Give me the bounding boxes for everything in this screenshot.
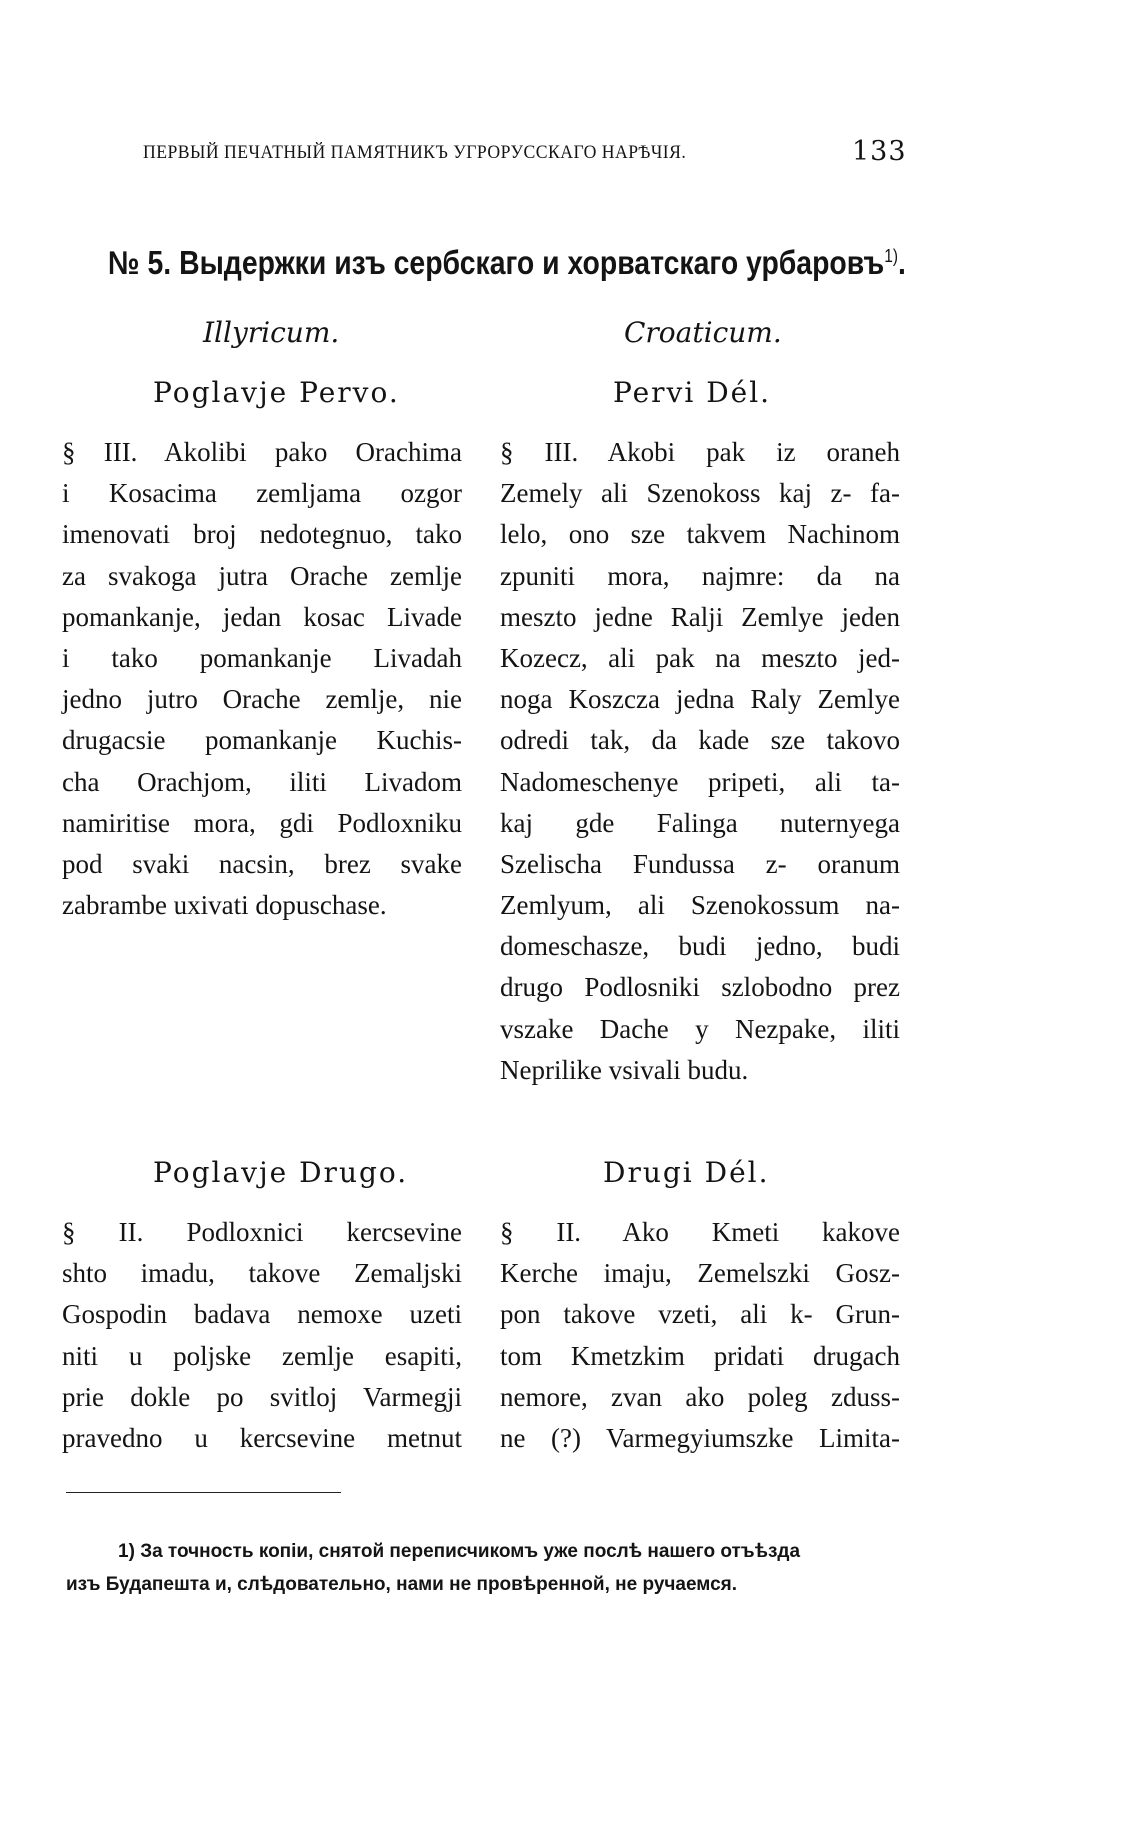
text-line: Zemely ali Szenokoss kaj z- fa- xyxy=(500,478,900,509)
footnote-line-2: изъ Будапешта и, слѣдовательно, нами не провѣренной, не ручаемся. xyxy=(66,1574,738,1595)
text-line: drugacsie pomankanje Kuchis- xyxy=(62,725,462,756)
footnote-rule xyxy=(66,1492,341,1493)
right-column-title: Croaticum. xyxy=(624,316,782,349)
text-line: shto imadu, takove Zemaljski xyxy=(62,1258,462,1289)
text-line: § II. Ako Kmeti kakove xyxy=(500,1217,900,1247)
right-chapter2-text xyxy=(500,1212,900,1459)
page-number: 133 xyxy=(852,136,907,167)
text-line: jedno jutro Orache zemlje, nie xyxy=(62,684,462,715)
text-line: § II. Podloxnici kercsevine xyxy=(62,1217,462,1247)
text-line: noga Koszcza jedna Raly Zemlye xyxy=(500,684,900,715)
text-line: prie dokle po svitloj Varmegji xyxy=(62,1381,462,1412)
text-line: pon takove vzeti, ali k- Grun- xyxy=(500,1299,900,1330)
left-chapter2-text xyxy=(62,1212,462,1459)
text-line: pomankanje, jedan kosac Livade xyxy=(62,601,462,632)
footnote-ref: 1) xyxy=(884,246,898,266)
running-head xyxy=(0,136,1140,176)
left-chapter2-heading: Poglavje Drugo. xyxy=(153,1156,409,1189)
text-line: § III. Akobi pak iz oraneh xyxy=(500,437,900,467)
text-line: pravedno u kercsevine metnut xyxy=(62,1422,462,1453)
section-heading-end: . xyxy=(897,244,906,281)
text-line: i tako pomankanje Livadah xyxy=(62,642,462,673)
right-chapter1-heading: Pervi Dél. xyxy=(613,376,772,409)
text-line: zpuniti mora, najmre: da na xyxy=(500,560,900,591)
text-line: i Kosacima zemljama ozgor xyxy=(62,478,462,509)
text-line: kaj gde Falinga nuternyega xyxy=(500,807,900,838)
text-line: pod svaki nacsin, brez svake xyxy=(62,848,462,879)
section-heading xyxy=(108,244,906,282)
text-line: Neprilike vsivali budu. xyxy=(500,1054,749,1085)
text-line: namiritise mora, gdi Podloxniku xyxy=(62,807,462,838)
text-line: Nadomeschenye pripeti, ali ta- xyxy=(500,766,900,797)
footnote-line-1 xyxy=(66,1535,908,1568)
footnote-marker: 1) xyxy=(118,1541,135,1562)
text-line: za svakoga jutra Orache zemlje xyxy=(62,560,462,591)
text-line: lelo, ono sze takvem Nachinom xyxy=(500,519,900,550)
left-chapter1-heading: Poglavje Pervo. xyxy=(153,376,400,409)
text-line: § III. Akolibi pako Orachima xyxy=(62,437,462,467)
running-head-title: ПЕРВЫЙ ПЕЧАТНЫЙ ПАМЯТНИКЪ УГРОРУССКАГО НАРѢЧІЯ. xyxy=(143,142,687,163)
text-line: Zemlyum, ali Szenokossum na- xyxy=(500,890,900,921)
right-chapter1-text xyxy=(500,432,900,1091)
text-line: imenovati broj nedotegnuo, tako xyxy=(62,519,462,550)
text-line: Gospodin badava nemoxe uzeti xyxy=(62,1299,462,1330)
text-line: drugo Podlosniki szlobodno prez xyxy=(500,972,900,1003)
text-line: odredi tak, da kade sze takovo xyxy=(500,725,900,756)
text-line: zabrambe uxivati dopuschase. xyxy=(62,890,387,921)
text-line: Szelischa Fundussa z- oranum xyxy=(500,848,900,879)
text-line: niti u poljske zemlje esapiti, xyxy=(62,1340,462,1371)
footnote-text-1: За точность копіи, снятой переписчикомъ уже послѣ нашего отъѣзда xyxy=(140,1541,801,1562)
text-line: ne (?) Varmegyiumszke Limita- xyxy=(500,1422,900,1453)
left-chapter1-text xyxy=(62,432,462,926)
text-line: cha Orachjom, iliti Livadom xyxy=(62,766,462,797)
text-line: vszake Dache y Nezpake, iliti xyxy=(500,1013,900,1044)
text-line: tom Kmetzkim pridati drugach xyxy=(500,1340,900,1371)
section-heading-text: № 5. Выдержки изъ сербскаго и хорватскаго урбаровъ xyxy=(108,244,885,281)
right-chapter2-heading: Drugi Dél. xyxy=(603,1156,770,1189)
text-line: Kerche imaju, Zemelszki Gosz- xyxy=(500,1258,900,1289)
text-line: domeschasze, budi jedno, budi xyxy=(500,931,900,962)
left-column-title: Illyricum. xyxy=(203,316,340,349)
footnote xyxy=(66,1535,908,1601)
text-line: nemore, zvan ako poleg zduss- xyxy=(500,1381,900,1412)
text-line: Kozecz, ali pak na meszto jed- xyxy=(500,642,900,673)
text-line: meszto jedne Ralji Zemlye jeden xyxy=(500,601,900,632)
